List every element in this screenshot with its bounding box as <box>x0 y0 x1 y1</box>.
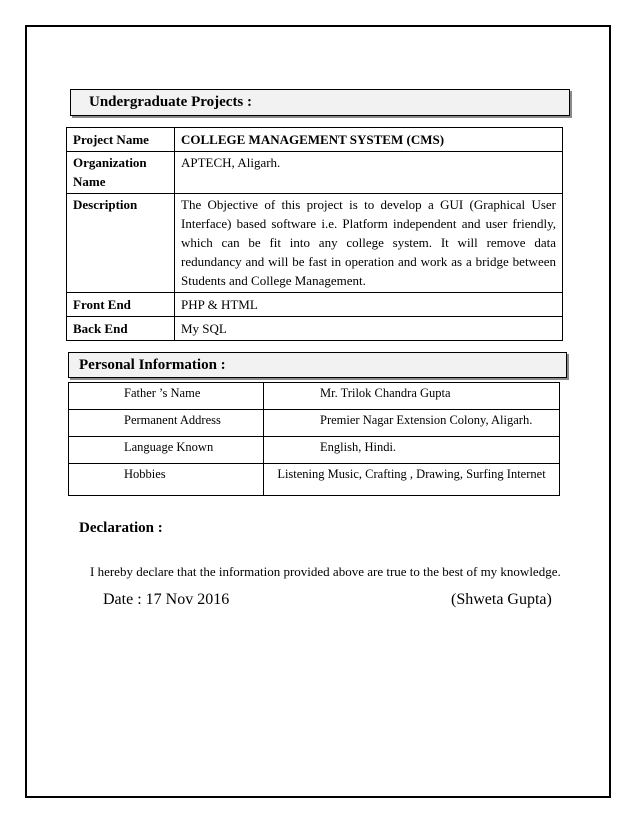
front-end-label: Front End <box>67 293 175 317</box>
table-row <box>69 437 560 464</box>
front-end-value: PHP & HTML <box>175 293 563 317</box>
address-value: Premier Nagar Extension Colony, Aligarh. <box>264 410 560 437</box>
declaration-date: Date : 17 Nov 2016 <box>103 591 230 608</box>
declaration-text: I hereby declare that the information provided above are true to the best of my knowledge. <box>90 564 561 579</box>
father-name-label: Father ’s Name <box>69 383 264 410</box>
projects-table <box>66 127 563 341</box>
projects-heading-box <box>70 89 570 116</box>
father-name-value: Mr. Trilok Chandra Gupta <box>264 383 560 410</box>
table-row <box>67 152 563 194</box>
back-end-value: My SQL <box>175 317 563 341</box>
address-label: Permanent Address <box>69 410 264 437</box>
table-row <box>67 317 563 341</box>
personal-heading: Personal Information : <box>79 356 226 373</box>
declaration-heading: Declaration : <box>79 520 163 536</box>
hobbies-value: Listening Music, Crafting , Drawing, Surfing Internet <box>264 464 560 496</box>
table-row <box>67 194 563 293</box>
language-value: English, Hindi. <box>264 437 560 464</box>
organization-label: Organization Name <box>67 152 175 194</box>
description-label: Description <box>67 194 175 293</box>
project-name-label: Project Name <box>67 128 175 152</box>
hobbies-label: Hobbies <box>69 464 264 496</box>
personal-heading-box <box>68 352 567 378</box>
table-row <box>69 410 560 437</box>
signature: (Shweta Gupta) <box>451 591 552 608</box>
organization-value: APTECH, Aligarh. <box>175 152 563 194</box>
description-value: The Objective of this project is to develop a GUI (Graphical User Interface) based software i.e. Platform independent and user friendly, which can be fit into any college system. It will remove data redundancy and will be fast in operation and work as a bridge between Students and College Management. <box>175 194 563 293</box>
table-row <box>67 128 563 152</box>
back-end-label: Back End <box>67 317 175 341</box>
personal-table <box>68 382 560 496</box>
project-name-value: COLLEGE MANAGEMENT SYSTEM (CMS) <box>175 128 563 152</box>
projects-heading: Undergraduate Projects : <box>89 94 253 110</box>
language-label: Language Known <box>69 437 264 464</box>
table-row <box>67 293 563 317</box>
table-row <box>69 383 560 410</box>
table-row <box>69 464 560 496</box>
